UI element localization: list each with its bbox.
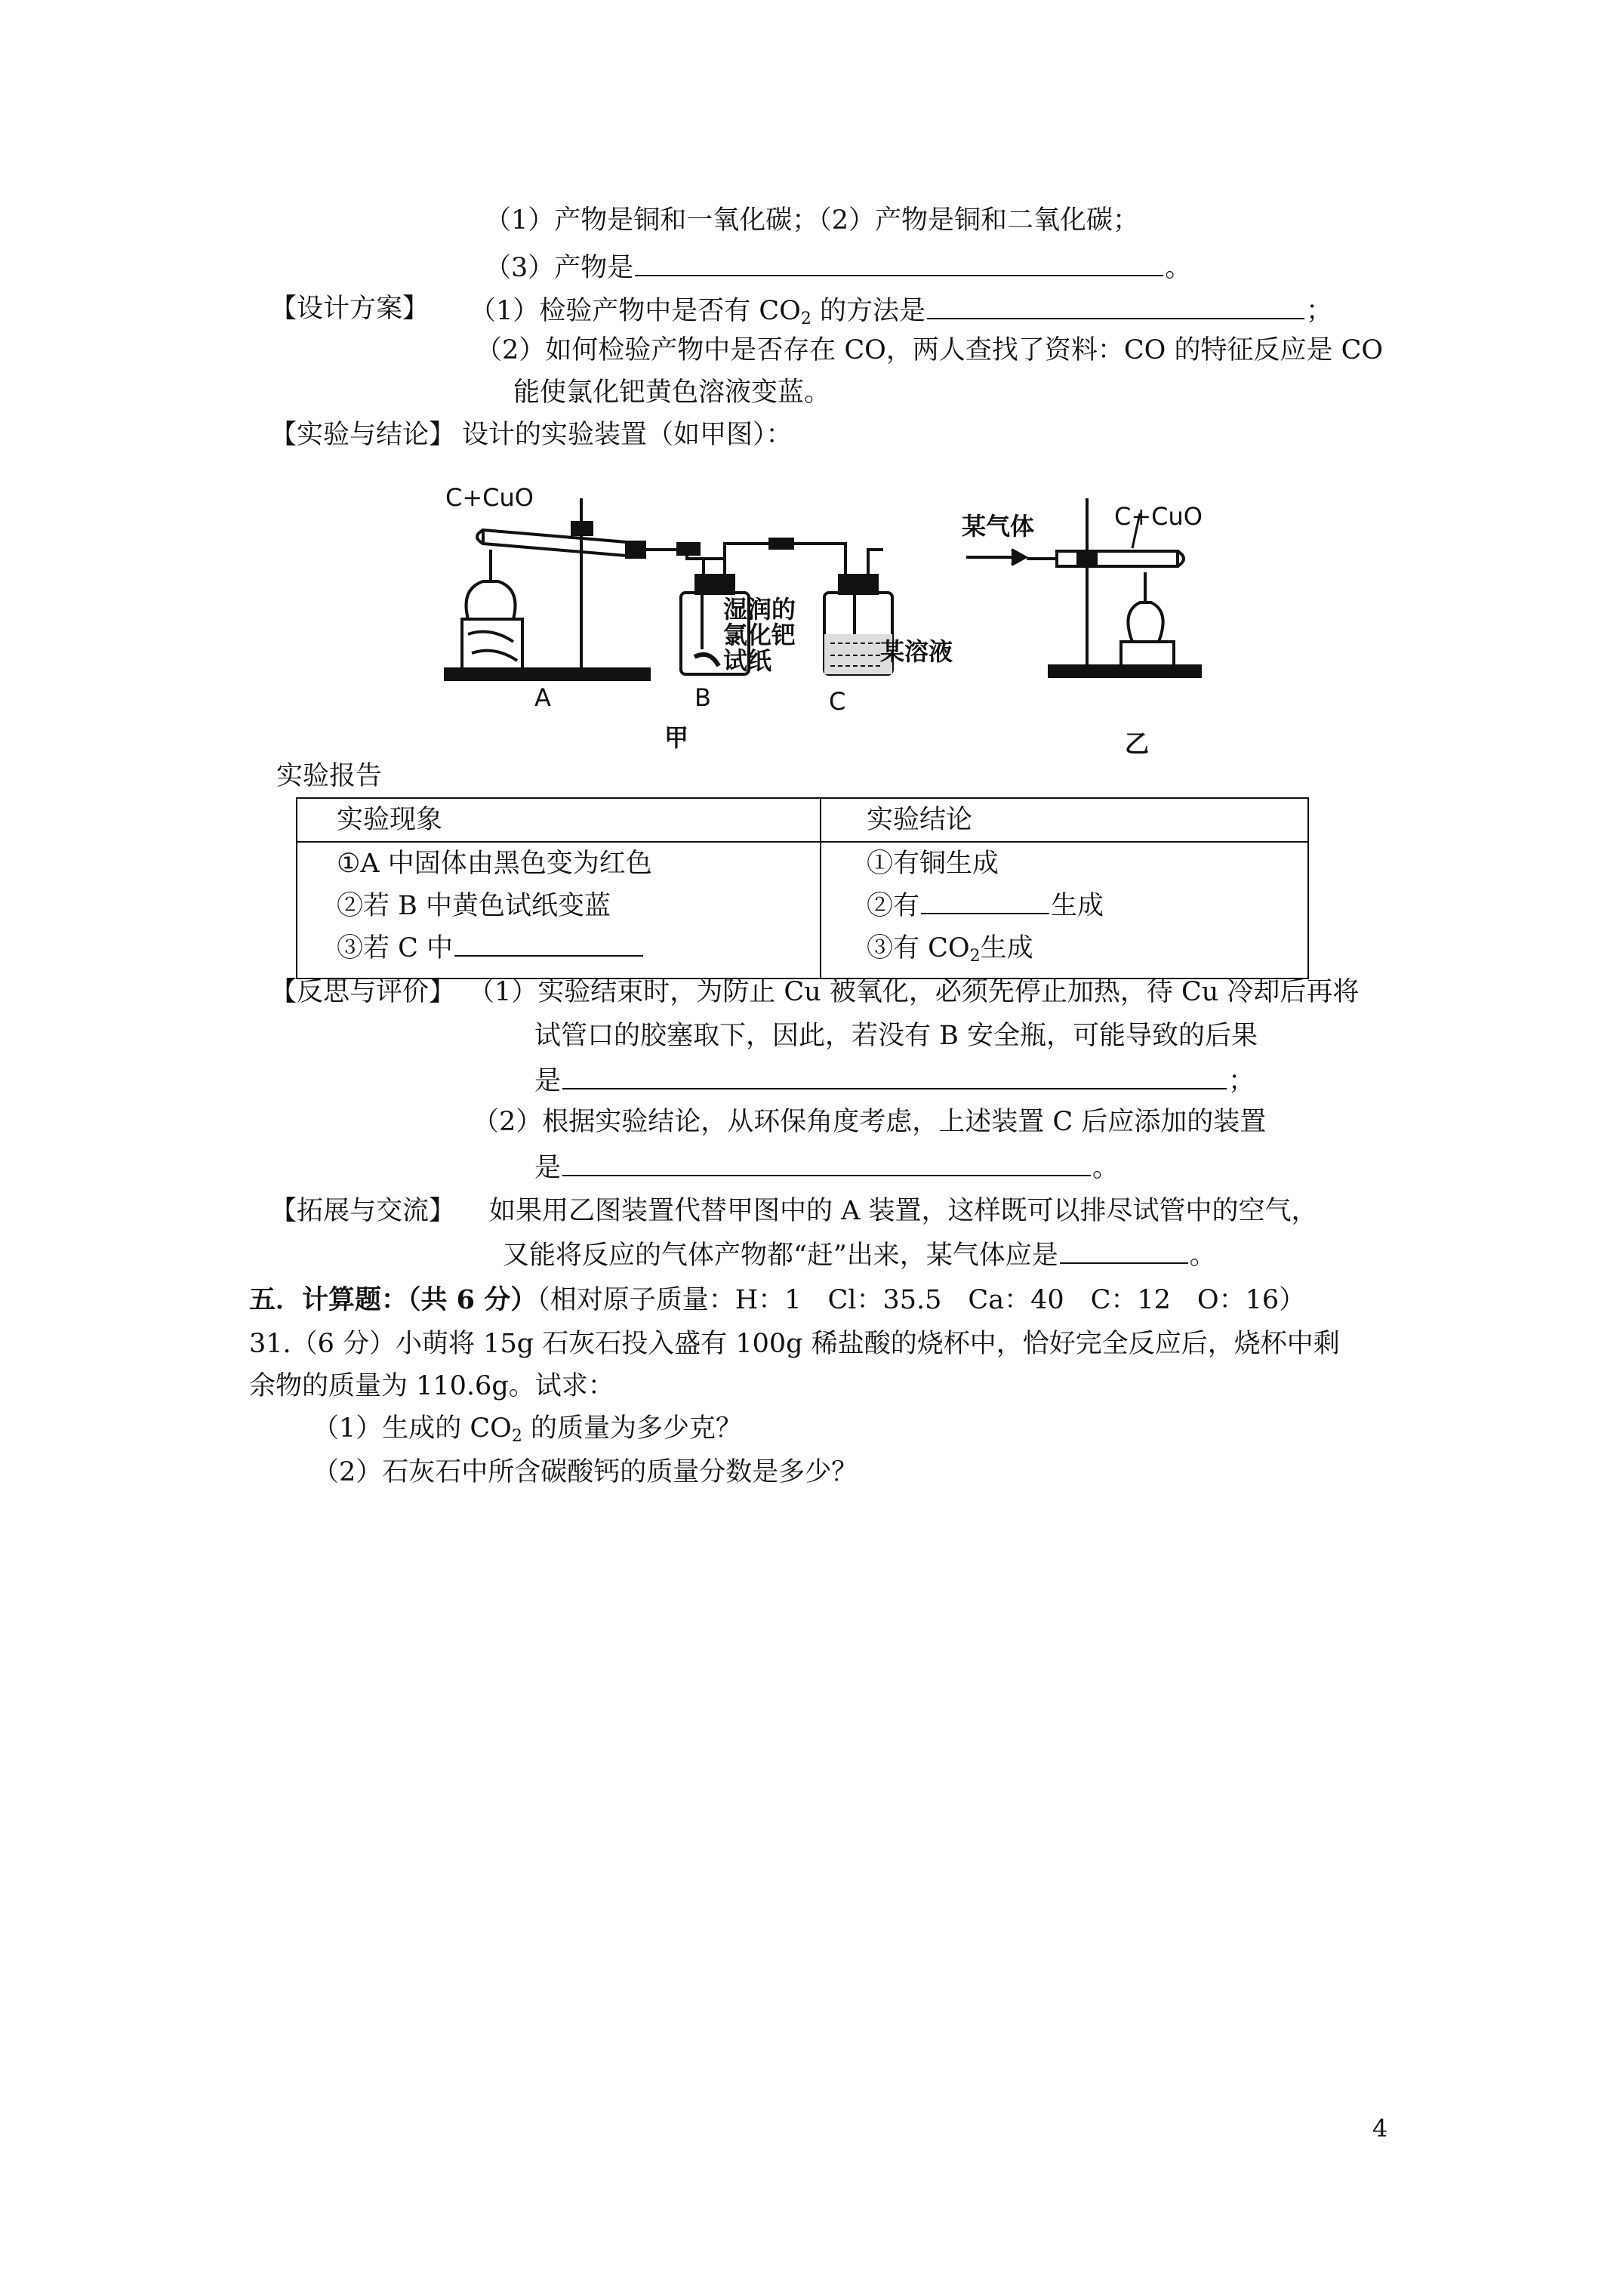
alcohol-lamp-b [1128, 603, 1163, 642]
design-item-1-suffix: ； [1306, 296, 1333, 326]
clamp-b [1078, 553, 1096, 565]
solution-label: 某溶液 [880, 637, 953, 666]
gas-arrow-head [1012, 550, 1025, 565]
hypothesis-line-2-prefix: （3）产物是 [485, 253, 634, 283]
paper-label-line-3: 试纸 [723, 646, 772, 675]
reflection-item-2-line-1: （2）根据实验结论，从环保角度考虑，上述装置 C 后应添加的装置 [473, 1107, 1267, 1137]
co2-method-blank[interactable] [927, 291, 1304, 319]
report-title: 实验报告 [276, 761, 383, 791]
experiment-text: 设计的实验装置（如甲图）： [462, 420, 793, 450]
hypothesis-answer-blank[interactable] [635, 248, 1163, 276]
wood-block-b [1121, 642, 1174, 666]
extension-line-1: 如果用乙图装置代替甲图中的 A 装置，这样既可以排尽试管中的空气， [489, 1196, 1318, 1226]
reflection-item-1-line-2: 试管口的胶塞取下，因此，若没有 B 安全瓶，可能导致的后果 [534, 1021, 1258, 1051]
reflection-item-1-line-3 [534, 1061, 1255, 1099]
question-sub-1-subscript: 2 [511, 1427, 522, 1446]
conclusion-3-subscript: 2 [969, 947, 981, 966]
stand-base-b [1049, 666, 1200, 676]
hypothesis-line-2-suffix: 。 [1165, 253, 1192, 283]
design-item-1 [470, 291, 1332, 337]
observation-2: ②若 B 中黄色试纸变蓝 [337, 891, 611, 921]
report-observations [297, 842, 821, 978]
experiment-heading: 【实验与结论】 [270, 420, 456, 450]
rubber-joint-a [678, 544, 699, 554]
rubber-joint-b [770, 539, 793, 548]
page-number: 4 [1372, 2114, 1388, 2143]
extension-heading: 【拓展与交流】 [270, 1196, 456, 1226]
paper-label-line-2: 氯化钯 [723, 621, 796, 649]
conclusion-2 [867, 885, 1307, 927]
label-b: B [694, 683, 711, 712]
yi-reactant-label: C+CuO [1114, 502, 1203, 531]
conclusion-1: ①有铜生成 [867, 849, 999, 879]
gas-label: 某气体 [962, 512, 1035, 541]
conclusion-2-blank[interactable] [921, 886, 1049, 914]
test-tube-b [1057, 551, 1178, 566]
question-sub-1 [313, 1410, 742, 1455]
design-item-1-subscript: 2 [800, 310, 812, 328]
observation-3 [337, 927, 820, 969]
consequence-blank[interactable] [562, 1061, 1227, 1089]
label-c: C [829, 687, 846, 716]
question-sub-1-suffix: 的质量为多少克？ [522, 1413, 743, 1444]
calculation-heading-masses: （相对原子质量：H：1 Cl：35.5 Ca：40 C：12 O：16） [537, 1285, 1306, 1315]
conclusion-3-suffix: 生成 [980, 933, 1033, 963]
design-item-1-prefix: （1）检验产物中是否有 CO [470, 296, 801, 326]
report-conclusions [821, 842, 1308, 978]
report-header-row [297, 798, 1308, 842]
extension-line-2-prefix: 又能将反应的气体产物都“赶”出来，某气体应是 [503, 1240, 1058, 1271]
clamp-a [572, 522, 592, 535]
bottle-b-inlet [704, 559, 725, 575]
extension-line-2 [503, 1235, 1216, 1274]
observation-1: ①A 中固体由黑色变为红色 [337, 849, 652, 879]
caption-jia: 甲 [664, 723, 689, 752]
reflection-item-1-line-3-prefix: 是 [534, 1066, 562, 1096]
stopper-a [627, 542, 645, 557]
caption-yi: 乙 [1125, 729, 1150, 758]
conclusion-3 [867, 927, 1307, 978]
paper-label-line-1: 湿润的 [723, 595, 796, 624]
observation-3-blank[interactable] [454, 928, 643, 957]
design-heading: 【设计方案】 [270, 294, 430, 324]
report-body-row [297, 842, 1308, 978]
wood-grain-a [468, 632, 517, 661]
wood-block-a [462, 619, 522, 669]
bottle-b-stopper [696, 575, 734, 593]
label-a: A [534, 683, 551, 712]
conclusion-2-prefix: ②有 [867, 891, 920, 921]
hypothesis-line-1: （1）产物是铜和一氧化碳；（2）产物是铜和二氧化碳； [485, 205, 1140, 236]
reflection-item-2-line-2-prefix: 是 [534, 1153, 562, 1183]
additional-device-blank[interactable] [562, 1148, 1091, 1176]
jia-reactant-label: C+CuO [445, 483, 534, 512]
design-item-1-mid: 的方法是 [811, 296, 926, 326]
gas-name-blank[interactable] [1060, 1235, 1188, 1264]
observation-3-prefix: ③若 C 中 [337, 933, 454, 963]
reflection-item-1-line-1: （1）实验结束时，为防止 Cu 被氧化，必须先停止加热，待 Cu 冷却后再将 [468, 977, 1360, 1007]
alcohol-lamp-a [467, 581, 516, 619]
calculation-heading-title: 五．计算题：（共 6 分） [249, 1284, 537, 1315]
conclusion-3-prefix: ③有 CO [867, 933, 970, 963]
question-line-1: 31.（6 分）小萌将 15g 石灰石投入盛有 100g 稀盐酸的烧杯中，恰好完全反应后，烧杯中剩 [249, 1329, 1340, 1359]
design-item-2-line-1: （2）如何检验产物中是否存在 CO，两人查找了资料：CO 的特征反应是 CO [476, 335, 1384, 365]
reflection-item-1-line-3-suffix: ； [1228, 1066, 1255, 1096]
reflection-item-2-line-2 [534, 1148, 1119, 1186]
report-table [296, 797, 1309, 979]
paper-label [723, 596, 796, 673]
report-header-observation: 实验现象 [297, 798, 821, 842]
question-sub-2: （2）石灰石中所含碳酸钙的质量分数是多少？ [313, 1457, 858, 1487]
test-tube-a [483, 530, 627, 556]
apparatus-figure [438, 468, 1215, 763]
conclusion-2-suffix: 生成 [1051, 891, 1104, 921]
apparatus-jia [445, 498, 892, 680]
report-header-conclusion: 实验结论 [821, 798, 1308, 842]
calculation-heading [249, 1282, 1305, 1318]
design-item-2-line-2: 能使氯化钯黄色溶液变蓝。 [513, 378, 831, 408]
reflection-heading: 【反思与评价】 [270, 977, 456, 1007]
stand-base-a [445, 669, 649, 680]
bottle-c-stopper [839, 575, 877, 593]
question-line-2: 余物的质量为 110.6g。试求： [249, 1371, 614, 1401]
extension-line-2-suffix: 。 [1189, 1240, 1216, 1271]
hypothesis-line-2 [485, 248, 1191, 286]
test-paper [694, 655, 719, 666]
question-sub-1-prefix: （1）生成的 CO [313, 1413, 512, 1444]
reflection-item-2-line-2-suffix: 。 [1092, 1153, 1119, 1183]
bottle-c-outlet [868, 550, 883, 575]
